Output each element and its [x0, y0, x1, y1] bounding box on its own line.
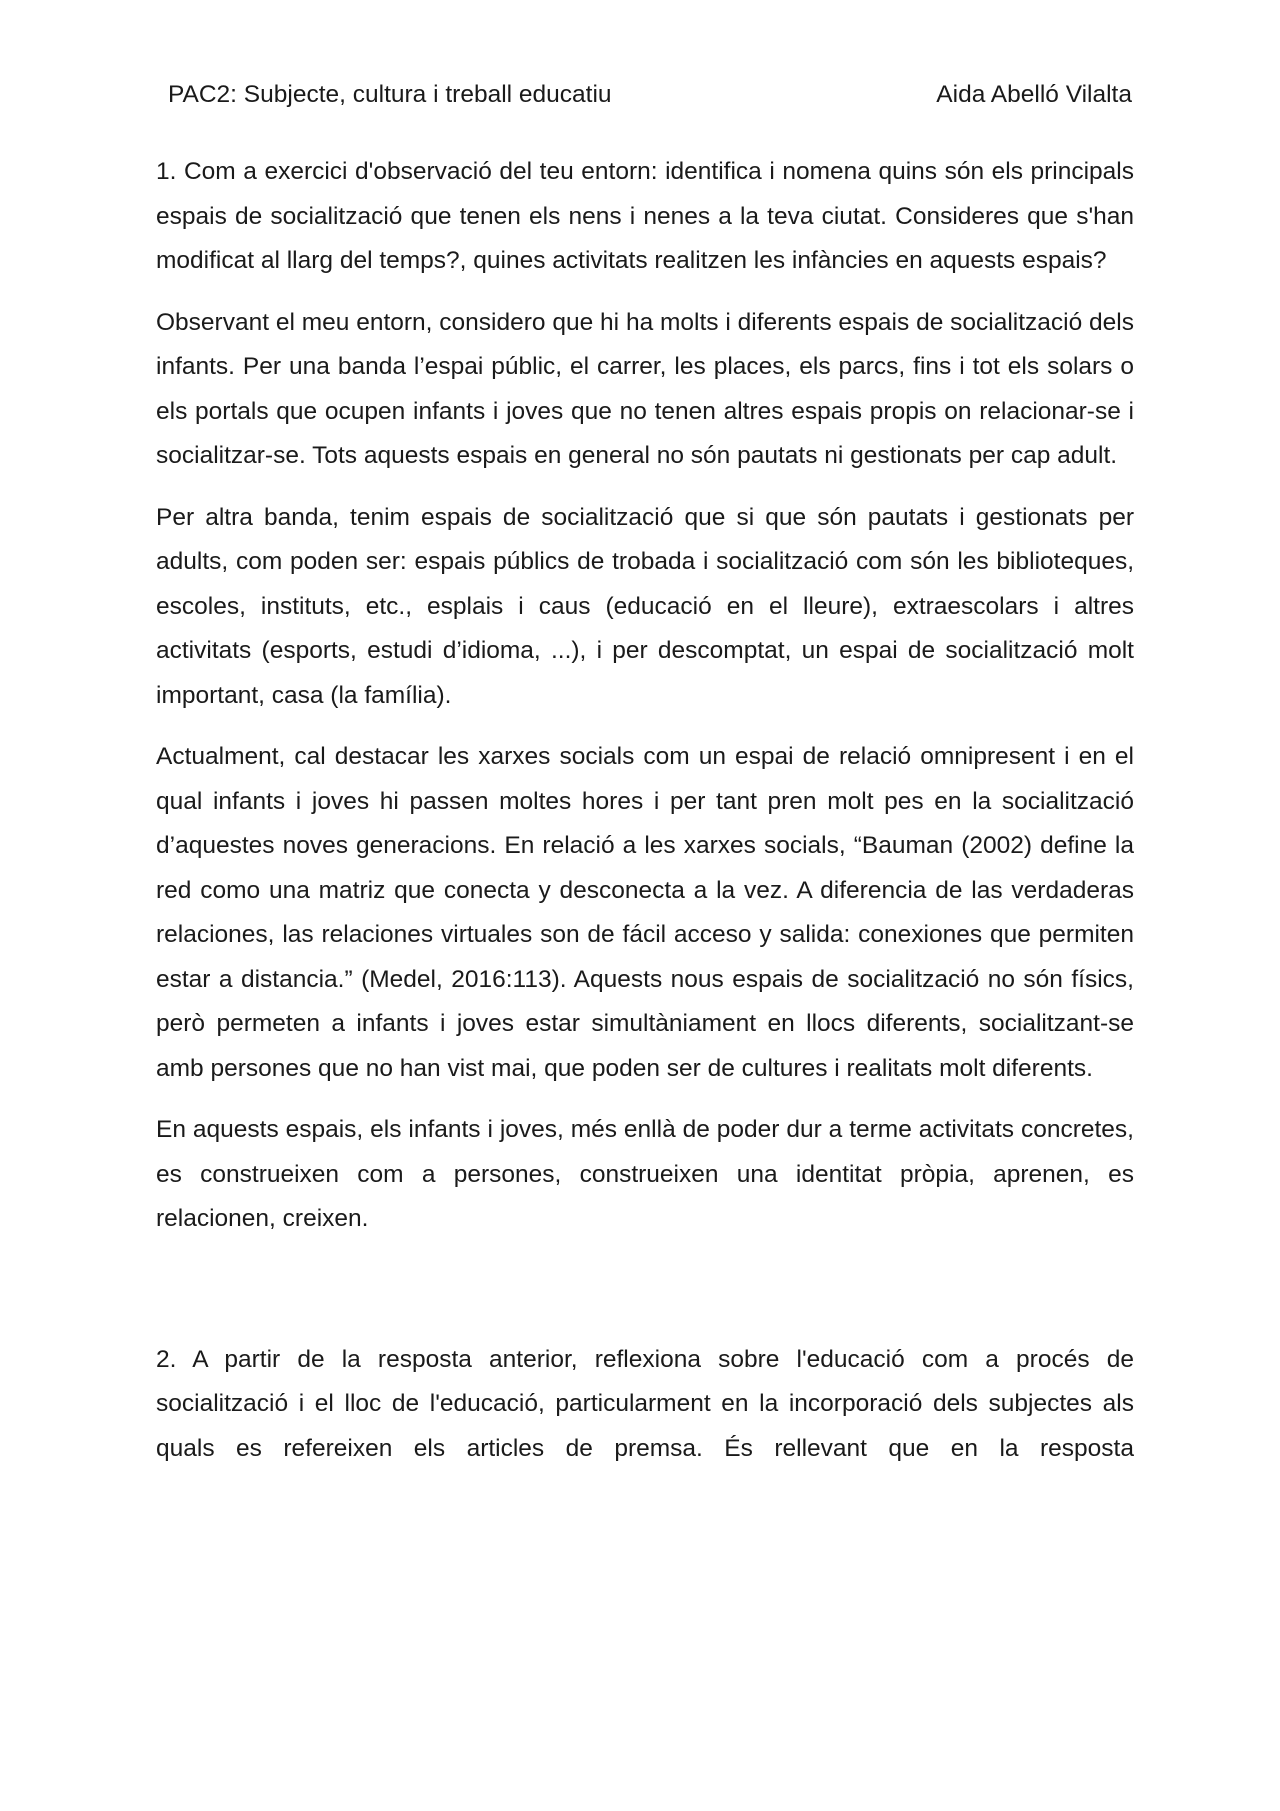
answer-paragraph-2: Per altra banda, tenim espais de socialització que si que són pautats i gestionats per adults, com poden ser: espais públics de trobada i socialització com són les biblioteques, escoles, instituts, etc., esplais i caus (educació en el lleure), extraescolars i altres activitats (esports, estudi d’idioma, ...), i per descomptat, un espai de socialització molt important, casa (la família). [156, 503, 1134, 709]
page-header [168, 78, 1132, 112]
answer-paragraph-1: Observant el meu entorn, considero que hi ha molts i diferents espais de socialització dels infants. Per una banda l’espai públic, el carrer, les places, els parcs, fins i tot els solars o els portals que ocupen infants i joves que no tenen altres espais propis on relacionar-se i socialitzar-se. Tots aquests espais en general no són pautats ni gestionats per cap adult. [156, 308, 1134, 469]
header-course-title: PAC2: Subjecte, cultura i treball educatiu [168, 81, 612, 108]
document-body [156, 150, 1134, 1471]
answer-paragraph-4: En aquests espais, els infants i joves, més enllà de poder dur a terme activitats concretes, es construeixen com a persones, construeixen una identitat pròpia, aprenen, es relacionen, creixen. [156, 1116, 1134, 1232]
question-2: 2. A partir de la resposta anterior, reflexiona sobre l'educació com a procés de socialització i el lloc de l'educació, particularment en la incorporació dels subjectes als quals es refereixen els articles de premsa. És rellevant que en la resposta [156, 1345, 1134, 1462]
header-author-name: Aida Abelló Vilalta [936, 81, 1132, 108]
question-1: 1. Com a exercici d'observació del teu entorn: identifica i nomena quins són els principals espais de socialització que tenen els nens i nenes a la teva ciutat. Consideres que s'han modificat al llarg del temps?, quines activitats realitzen les infàncies en aquests espais? [156, 158, 1134, 274]
answer-paragraph-3: Actualment, cal destacar les xarxes socials com un espai de relació omnipresent i en el qual infants i joves hi passen moltes hores i per tant pren molt pes en la socialització d’aquestes noves generacions. En relació a les xarxes socials, “Bauman (2002) define la red como una matriz que conecta y desconecta a la vez. A diferencia de las verdaderas relaciones, las relaciones virtuales son de fácil acceso y salida: conexiones que permiten estar a distancia.” (Medel, 2016:113). Aquests nous espais de socialització no són físics, però permeten a infants i joves estar simultàniament en llocs diferents, socialitzant-se amb persones que no han vist mai, que poden ser de cultures i realitats molt diferents. [156, 743, 1134, 1082]
